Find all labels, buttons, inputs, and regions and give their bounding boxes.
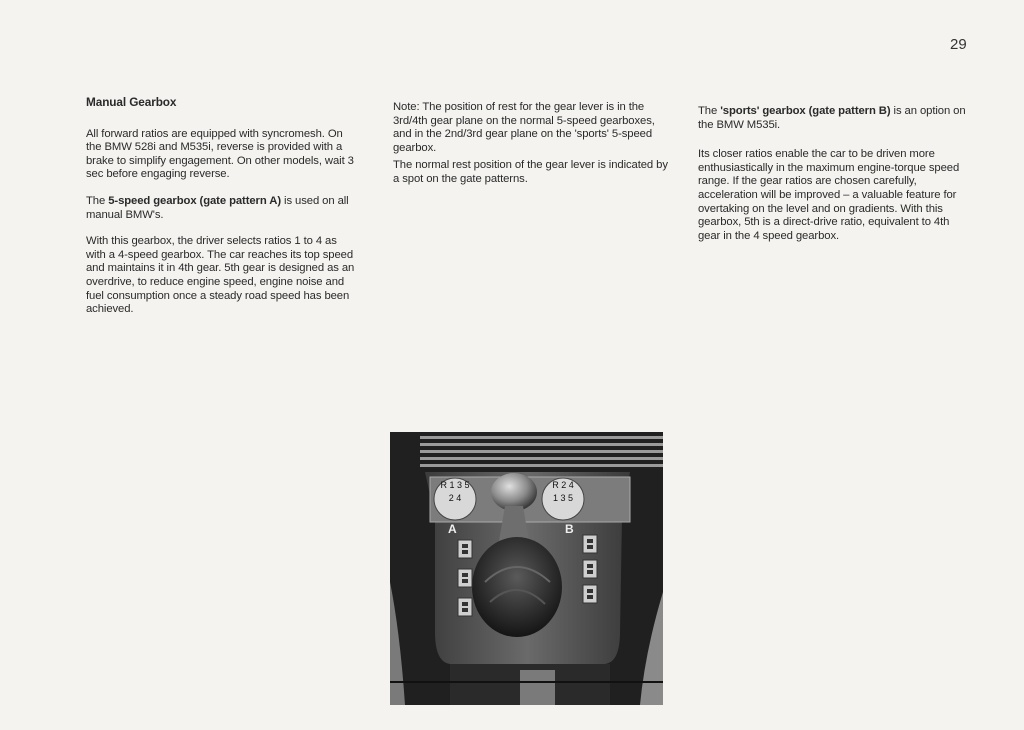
gate-pattern-b (542, 479, 584, 505)
label-b: B (565, 522, 574, 536)
text-run: The (698, 105, 721, 117)
paragraph-ratios: With this gearbox, the driver selects ratios 1 to 4 as with a 4-speed gearbox. The car reaches its top speed and maintains it in 4th gear. 5th gear is designed as an overdrive, to reduce engine speed, engine noise and fuel consumption once a steady road speed has been achieved. (86, 235, 355, 316)
label-a: A (448, 522, 457, 536)
paragraph-closer-ratios: Its closer ratios enable the car to be driven more enthusiastically in the maximum engine-torque speed range. If the gear ratios are chosen carefully, acceleration will be improved – a valuable feature for overtaking on the level and on gradients. With this gearbox, 5th is a direct-drive ratio, equivalent to 4th gear in the 4 speed gearbox. (698, 148, 960, 242)
bold-term: 'sports' gearbox (gate pattern B) (720, 105, 891, 117)
gear-lever-photo (390, 432, 663, 705)
paragraph-syncromesh: All forward ratios are equipped with syncromesh. On the BMW 528i and M535i, reverse is provided with a brake to simplify engagement. On other models, wait 3 sec before engaging reverse. (86, 127, 354, 181)
paragraph-5-speed (86, 195, 358, 222)
text-run: The (86, 194, 109, 207)
column-note (393, 101, 669, 191)
gate-b-bottom: 1 3 5 (552, 493, 574, 503)
text-run: is used on all manual BMW's. (86, 194, 349, 221)
bold-term: 5-speed gearbox (gate pattern A) (108, 194, 281, 207)
paragraph-sports (698, 105, 974, 132)
column-sports-gearbox (698, 105, 974, 256)
gate-a-top: R 1 3 5 (440, 480, 470, 490)
gate-pattern-a (434, 479, 476, 505)
section-heading: Manual Gearbox (86, 95, 177, 109)
paragraph-rest-position: The normal rest position of the gear lever is indicated by a spot on the gate patterns. (393, 159, 668, 185)
column-manual-gearbox (86, 96, 358, 330)
gate-b-top: R 2 4 (552, 480, 574, 490)
page-number: 29 (950, 36, 967, 53)
gate-a-bottom: 2 4 (448, 493, 462, 503)
paragraph-note: Note: The position of rest for the gear lever is in the 3rd/4th gear plane on the normal 5-speed gearboxes, and in the 2nd/3rd gear plane on the 'sports' 5-speed gearbox. (393, 101, 655, 154)
text-run: is an option on the BMW M535i. (698, 105, 966, 131)
